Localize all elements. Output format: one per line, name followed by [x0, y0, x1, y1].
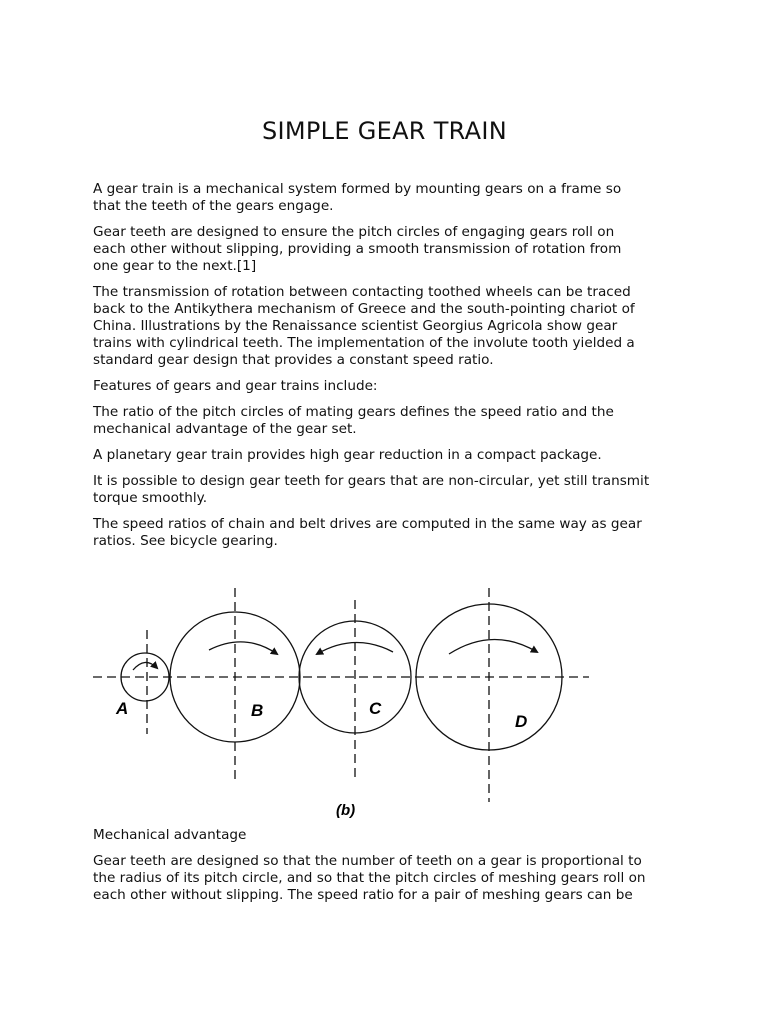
paragraph-intro	[93, 181, 676, 215]
page-title: SIMPLE GEAR TRAIN	[261, 117, 508, 145]
paragraph-chain-belt	[93, 516, 676, 550]
paragraph-planetary	[93, 447, 676, 464]
paragraph-non-circular	[93, 473, 676, 507]
text-line: The speed ratios of chain and belt drives are computed in the same way as gear	[93, 516, 642, 532]
text-line: It is possible to design gear teeth for gears that are non-circular, yet still transmit	[93, 473, 650, 489]
text-line: the radius of its pitch circle, and so that the pitch circles of meshing gears roll on	[93, 870, 646, 886]
text-line: Gear teeth are designed so that the number of teeth on a gear is proportional to	[93, 853, 642, 869]
figure-caption: (b)	[336, 802, 356, 819]
gear-label-c: C	[369, 699, 382, 718]
text-line: China. Illustrations by the Renaissance scientist Georgius Agricola show gear	[93, 318, 618, 334]
gear-train-figure	[93, 588, 593, 820]
gear-b-rotation-arrow	[209, 642, 277, 654]
text-line: torque smoothly.	[93, 490, 208, 506]
text-line: one gear to the next.[1]	[93, 258, 257, 274]
section-heading-mechanical-advantage	[93, 827, 646, 844]
text-line: standard gear design that provides a constant speed ratio.	[93, 352, 494, 368]
gear-a-rotation-arrow	[133, 662, 157, 670]
text-line: each other without slipping. The speed ratio for a pair of meshing gears can be	[93, 887, 633, 903]
text-line: A gear train is a mechanical system formed by mounting gears on a frame so	[93, 181, 622, 197]
gear-label-b: B	[251, 701, 264, 720]
text-line: The transmission of rotation between contacting toothed wheels can be traced	[93, 284, 631, 300]
text-line: A planetary gear train provides high gear reduction in a compact package.	[93, 447, 602, 463]
paragraph-gear-teeth	[93, 224, 676, 275]
gear-train-diagram	[93, 588, 593, 820]
paragraph-history	[93, 284, 676, 369]
text-line: trains with cylindrical teeth. The implementation of the involute tooth yielded a	[93, 335, 635, 351]
body-text-continued	[93, 827, 646, 913]
text-line: that the teeth of the gears engage.	[93, 198, 334, 214]
body-text	[93, 181, 676, 550]
text-line: Mechanical advantage	[93, 827, 247, 843]
text-line: mechanical advantage of the gear set.	[93, 421, 357, 437]
gear-label-d: D	[515, 712, 528, 731]
gear-label-a: A	[116, 699, 129, 718]
text-line: ratios. See bicycle gearing.	[93, 533, 278, 549]
text-line: Gear teeth are designed to ensure the pitch circles of engaging gears roll on	[93, 224, 615, 240]
text-line: The ratio of the pitch circles of mating gears defines the speed ratio and the	[93, 404, 614, 420]
text-line: each other without slipping, providing a smooth transmission of rotation from	[93, 241, 622, 257]
gear-d-rotation-arrow	[449, 639, 537, 654]
paragraph-mechanical-advantage	[93, 853, 646, 904]
text-line: back to the Antikythera mechanism of Greece and the south-pointing chariot of	[93, 301, 635, 317]
paragraph-ratio	[93, 404, 676, 438]
text-line: Features of gears and gear trains include:	[93, 378, 378, 394]
paragraph-features	[93, 378, 676, 395]
